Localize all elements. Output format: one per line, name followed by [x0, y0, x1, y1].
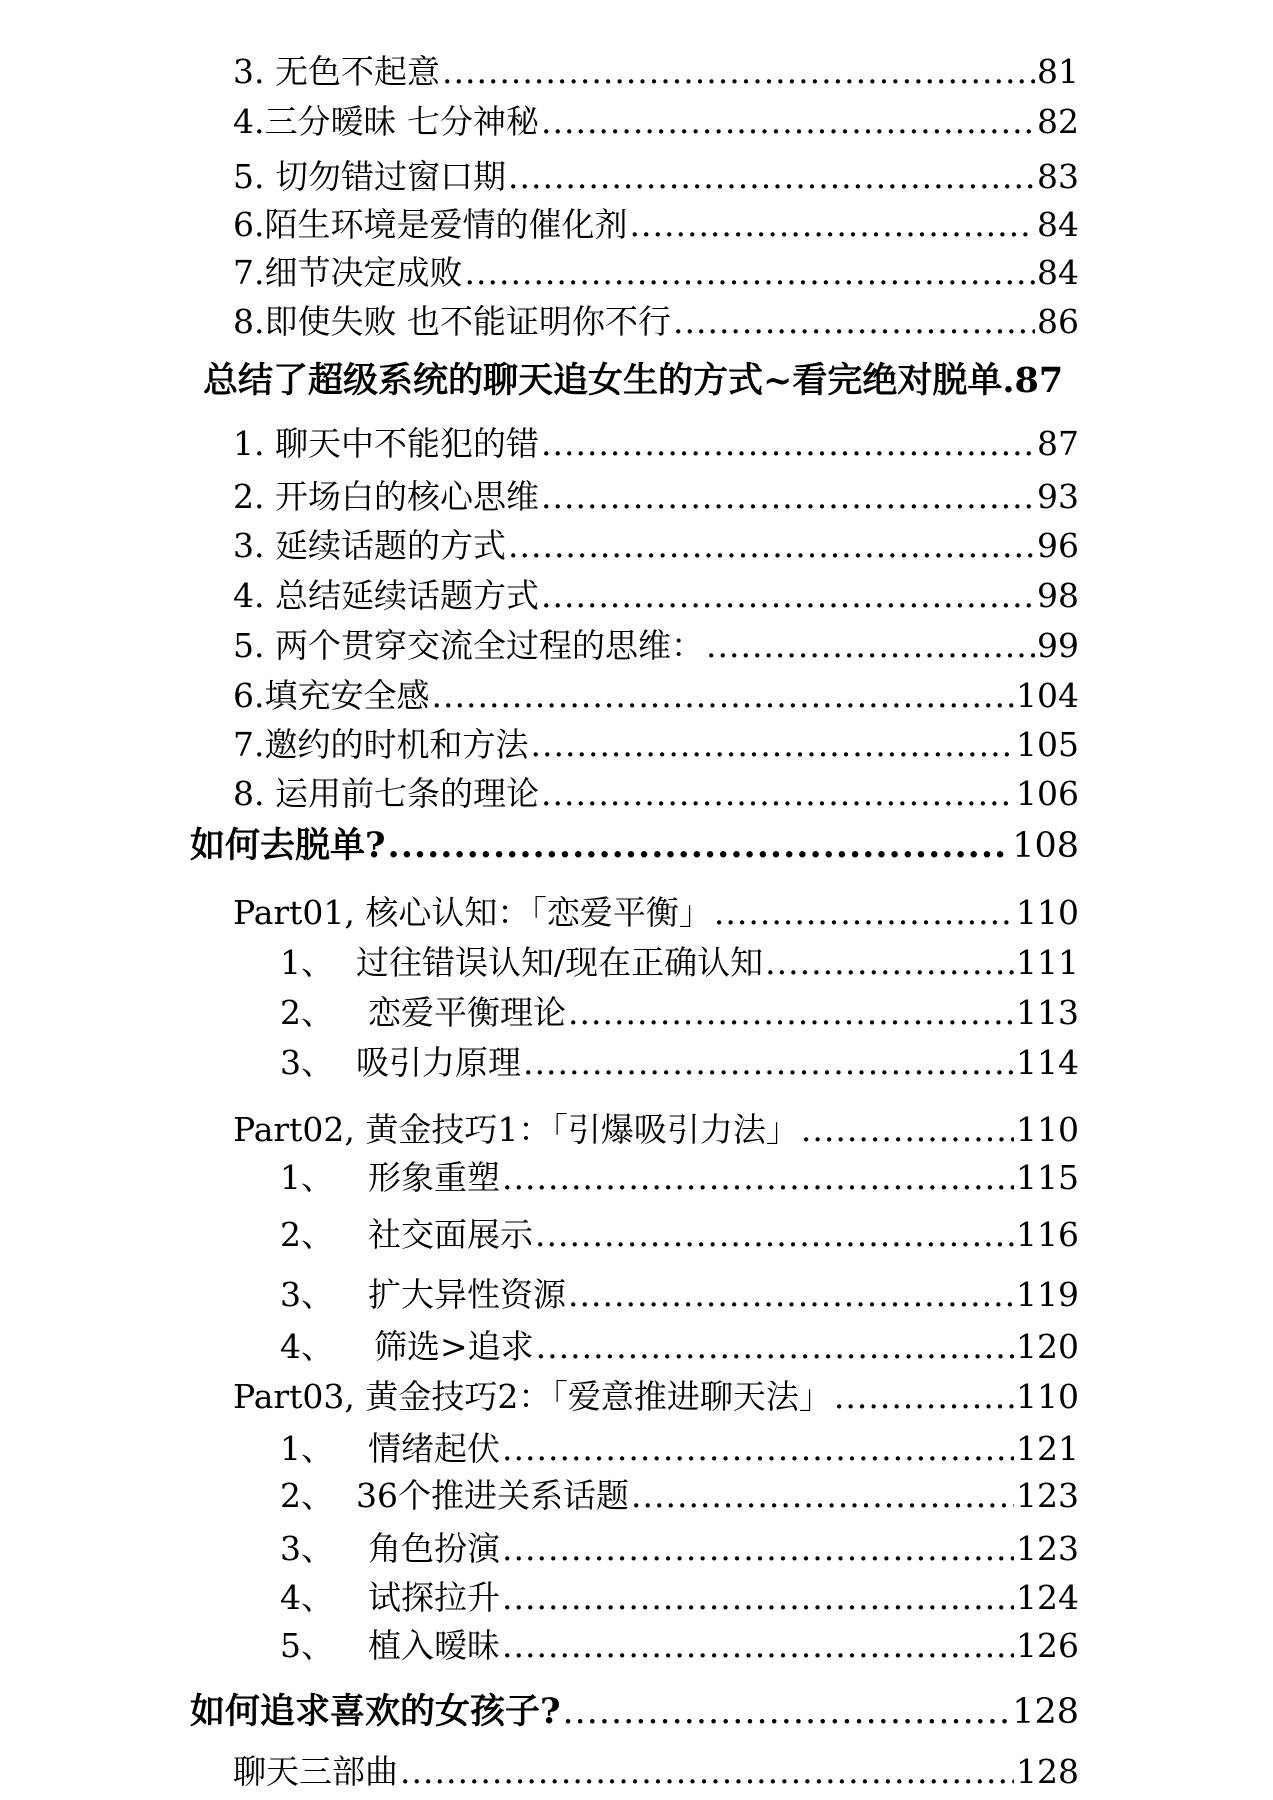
toc-entry[interactable] [233, 1748, 1079, 1796]
toc-entry-title: 扩大异性资源 [368, 1275, 566, 1314]
toc-entry-title: Part01, 核心认知：「恋爱平衡」 [233, 893, 712, 932]
toc-entry-title: 聊天三部曲 [233, 1752, 398, 1791]
toc-entry[interactable] [233, 420, 1079, 468]
toc-entry-page: 115 [1016, 1158, 1079, 1197]
toc-entry-title: 植入暧昧 [368, 1626, 500, 1665]
toc-entry-title: 如何追求喜欢的女孩子? [190, 1691, 561, 1732]
toc-entry[interactable] [233, 298, 1079, 346]
toc-entry[interactable] [233, 473, 1079, 521]
toc-entry[interactable] [280, 1211, 1079, 1259]
toc-entry-title: 6.陌生环境是爱情的催化剂 [233, 205, 628, 244]
leader-dots [541, 572, 1035, 620]
toc-entry-number: 2、 [280, 993, 334, 1032]
toc-entry[interactable] [280, 1323, 1079, 1371]
toc-entry-title: 恋爱平衡理论 [368, 993, 566, 1032]
toc-entry-number: 2、 [280, 1215, 334, 1254]
toc-entry[interactable] [233, 522, 1079, 570]
leader-dots [400, 1748, 1014, 1796]
toc-entry-title: 3. 无色不起意 [233, 52, 440, 91]
toc-entry-title: 角色扮演 [368, 1529, 500, 1568]
toc-part-entry[interactable] [233, 1373, 1079, 1421]
toc-entry-number: 3、 [280, 1043, 334, 1082]
toc-entry[interactable] [233, 249, 1079, 297]
leader-dots [541, 420, 1035, 468]
toc-entry[interactable] [280, 1154, 1079, 1202]
leader-dots [714, 889, 1014, 937]
toc-entry-title: 4. 总结延续话题方式 [233, 576, 539, 615]
toc-part-entry[interactable] [233, 889, 1079, 937]
leader-dots [673, 298, 1035, 346]
toc-entry-page: 82 [1037, 102, 1079, 141]
leader-dots [502, 1525, 1014, 1573]
toc-entry-title: 3. 延续话题的方式 [233, 526, 506, 565]
toc-entry-title: 7.邀约的时机和方法 [233, 725, 529, 764]
toc-chapter-entry[interactable] [190, 822, 1079, 870]
toc-entry-page: 81 [1037, 52, 1079, 91]
toc-entry-title: Part03, 黄金技巧2：「爱意推进聊天法」 [233, 1377, 832, 1416]
toc-entry-page: 111 [1016, 943, 1079, 982]
toc-entry-title: 36个推进关系话题 [356, 1476, 629, 1515]
toc-entry-number: 1、 [280, 1158, 334, 1197]
toc-entry-page: 106 [1016, 774, 1079, 813]
leader-dots [541, 770, 1014, 818]
toc-entry-page: 116 [1016, 1215, 1079, 1254]
toc-entry-page: 113 [1016, 993, 1079, 1032]
leader-dots [541, 98, 1035, 146]
toc-entry-page: 104 [1016, 676, 1079, 715]
toc-entry-title: 7.细节决定成败 [233, 253, 463, 292]
leader-dots [502, 1154, 1014, 1202]
leader-dots [630, 201, 1036, 249]
toc-chapter-heading[interactable] [203, 357, 1103, 405]
leader-dots [568, 989, 1014, 1037]
toc-entry-page: 110 [1016, 1377, 1079, 1416]
toc-entry-number: 2、 [280, 1476, 334, 1515]
toc-entry[interactable] [233, 201, 1079, 249]
toc-entry[interactable] [233, 672, 1079, 720]
toc-entry[interactable] [233, 572, 1079, 620]
toc-entry-page: 123 [1016, 1529, 1079, 1568]
toc-entry[interactable] [233, 770, 1079, 818]
leader-dots [442, 48, 1035, 96]
toc-entry-title: 4.三分暧昧 七分神秘 [233, 102, 539, 141]
leader-dots [508, 522, 1035, 570]
toc-entry-page: 98 [1037, 576, 1079, 615]
toc-entry-title: 6.填充安全感 [233, 676, 430, 715]
leader-dots [502, 1425, 1014, 1473]
leader-dots [508, 153, 1035, 201]
toc-entry[interactable] [280, 1622, 1079, 1670]
toc-entry-title: 社交面展示 [368, 1215, 533, 1254]
toc-entry-title: 过往错误认知/现在正确认知 [356, 943, 764, 982]
toc-entry-title: 1. 聊天中不能犯的错 [233, 424, 539, 463]
leader-dots [631, 1472, 1014, 1520]
toc-entry-page: 84 [1037, 253, 1079, 292]
leader-dots [568, 1271, 1014, 1319]
toc-entry-title: 如何去脱单? [190, 825, 386, 866]
toc-entry[interactable] [280, 1574, 1079, 1622]
toc-entry-page: 110 [1016, 1110, 1079, 1149]
toc-entry-title: 2. 开场白的核心思维 [233, 477, 539, 516]
toc-entry-title: 试探拉升 [368, 1578, 500, 1617]
toc-part-entry[interactable] [233, 1106, 1079, 1154]
leader-dots [801, 1106, 1014, 1154]
toc-entry[interactable] [233, 98, 1079, 146]
toc-entry[interactable] [280, 939, 1079, 987]
leader-dots [388, 822, 1011, 870]
toc-entry-title: 形象重塑 [368, 1158, 500, 1197]
toc-entry-page: 99 [1037, 626, 1079, 665]
toc-entry[interactable] [280, 1525, 1079, 1573]
leader-dots [563, 1688, 1011, 1736]
toc-entry-title: 情绪起伏 [368, 1429, 500, 1468]
toc-entry-number: 3、 [280, 1529, 334, 1568]
leader-dots [706, 622, 1035, 670]
toc-entry[interactable] [280, 1472, 1079, 1520]
toc-entry-page: 114 [1016, 1043, 1079, 1082]
toc-entry-page: 126 [1016, 1626, 1079, 1665]
leader-dots [535, 1211, 1014, 1259]
toc-entry-page: 93 [1037, 477, 1079, 516]
toc-entry[interactable] [280, 989, 1079, 1037]
toc-entry-title: 5. 切勿错过窗口期 [233, 157, 506, 196]
toc-entry-page: 86 [1037, 302, 1079, 341]
toc-entry-number: 5、 [280, 1626, 334, 1665]
toc-entry-page: 119 [1016, 1275, 1079, 1314]
toc-entry[interactable] [280, 1425, 1079, 1473]
toc-entry-page: 105 [1016, 725, 1079, 764]
toc-entry-page: 110 [1016, 893, 1079, 932]
leader-dots [765, 939, 1014, 987]
toc-entry-page: 87 [1037, 424, 1079, 463]
toc-entry-number: 3、 [280, 1275, 334, 1314]
toc-entry[interactable] [233, 721, 1079, 769]
leader-dots [541, 473, 1035, 521]
toc-entry-title: 吸引力原理 [356, 1043, 521, 1082]
toc-entry-page: 108 [1012, 826, 1079, 866]
toc-entry-title: 8. 运用前七条的理论 [233, 774, 539, 813]
toc-entry-page: 123 [1016, 1476, 1079, 1515]
toc-entry[interactable] [233, 153, 1079, 201]
toc-entry-title: 5. 两个贯穿交流全过程的思维： [233, 626, 704, 665]
toc-entry-number: 1、 [280, 1429, 334, 1468]
toc-entry-page: 128 [1016, 1752, 1079, 1791]
toc-entry-page: 83 [1037, 157, 1079, 196]
toc-entry-number: 4、 [280, 1578, 334, 1617]
toc-entry-page: 84 [1037, 205, 1079, 244]
toc-entry-page: 96 [1037, 526, 1079, 565]
toc-entry[interactable] [280, 1039, 1079, 1087]
toc-entry-title: 筛选>追求 [374, 1327, 534, 1366]
leader-dots [531, 721, 1015, 769]
toc-entry-title: 8.即使失败 也不能证明你不行 [233, 302, 671, 341]
toc-entry-page: 120 [1016, 1327, 1079, 1366]
toc-chapter-entry[interactable] [190, 1688, 1079, 1736]
leader-dots [502, 1622, 1014, 1670]
toc-entry[interactable] [280, 1271, 1079, 1319]
toc-entry-title: Part02, 黄金技巧1：「引爆吸引力法」 [233, 1110, 799, 1149]
leader-dots [465, 249, 1036, 297]
leader-dots [523, 1039, 1014, 1087]
toc-entry-number: 4、 [280, 1327, 334, 1366]
toc-entry-page: 128 [1012, 1692, 1079, 1732]
leader-dots [502, 1574, 1014, 1622]
toc-entry-page: 121 [1016, 1429, 1079, 1468]
leader-dots [834, 1373, 1014, 1421]
toc-entry-number: 1、 [280, 943, 334, 982]
toc-entry[interactable] [233, 622, 1079, 670]
leader-dots [432, 672, 1015, 720]
toc-entry-page: 124 [1016, 1578, 1079, 1617]
toc-chapter-title: 总结了超级系统的聊天追女生的方式~看完绝对脱单.87 [203, 360, 1064, 401]
toc-entry[interactable] [233, 48, 1079, 96]
leader-dots [536, 1323, 1014, 1371]
